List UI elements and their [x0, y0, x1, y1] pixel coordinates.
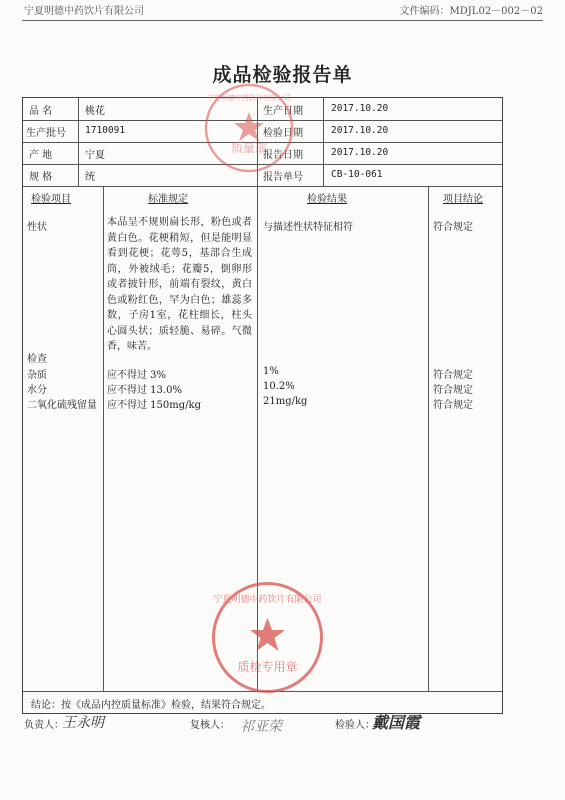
col-header-standard: 标准规定	[148, 194, 188, 205]
header-divider	[22, 20, 543, 21]
inspector-signature: 戴国霞	[372, 713, 421, 732]
moisture-result: 10.2%	[263, 381, 295, 392]
report-no-label: 报告单号	[263, 172, 303, 183]
col-divider	[323, 98, 324, 186]
bottom-seal-center-text: 质检专用章	[237, 660, 298, 674]
impurity-result: 1%	[263, 366, 279, 377]
top-seal-center-text: 质量部	[230, 141, 268, 155]
moisture-standard: 应不得过 13.0%	[107, 385, 182, 396]
impurity-standard: 应不得过 3%	[107, 370, 167, 381]
row-divider	[23, 186, 502, 187]
appearance-conclusion: 符合规定	[433, 222, 473, 233]
report-no-value: CB-10-061	[331, 169, 383, 180]
qc-dedicated-seal	[210, 580, 325, 695]
so2-item: 二氧化硫残留量	[27, 400, 97, 411]
origin-value: 宁夏	[85, 150, 105, 161]
appearance-item: 性状	[27, 222, 47, 233]
so2-standard: 应不得过 150mg/kg	[107, 400, 201, 411]
batch-value: 1710091	[85, 125, 126, 136]
impurity-conclusion: 符合规定	[433, 370, 473, 381]
inspect-date-value: 2017.10.20	[331, 125, 389, 136]
col-divider	[428, 186, 429, 691]
so2-conclusion: 符合规定	[433, 400, 473, 411]
col-header-conclusion: 项目结论	[443, 194, 483, 205]
col-header-result: 检验结果	[307, 194, 347, 205]
col-header-item: 检验项目	[31, 194, 71, 205]
reviewer-signature: 祁亚荣	[240, 719, 282, 735]
conclusion-text: 结论：按《成品内控质量标准》检验，结果符合规定。	[31, 700, 271, 711]
company-header: 宁夏明德中药饮片有限公司	[24, 6, 144, 17]
appearance-standard: 本品呈不规则扁长形，粉色或者黄白色。花梗稍短，但是能明显看到花梗；花萼5，基部合生成筒，外被绒毛；花瓣5，倒卵形或者披针形，前端有裂纹，黄白色或粉红色，罕为白色；雄蕊多数，子房1室，花柱细长，柱头心圆头状；质轻脆、易碎。气微香，味苦。	[107, 217, 252, 352]
col-divider	[103, 186, 104, 691]
produce-date-value: 2017.10.20	[331, 103, 389, 114]
so2-result: 21mg/kg	[263, 396, 308, 407]
col-divider	[78, 98, 79, 186]
report-title: 成品检验报告单	[212, 64, 353, 86]
produce-date-label: 生产日期	[263, 106, 303, 117]
inspect-date-label: 检验日期	[263, 128, 303, 139]
impurity-item: 杂质	[27, 370, 47, 381]
name-label: 品 名	[29, 106, 53, 117]
moisture-conclusion: 符合规定	[433, 385, 473, 396]
appearance-result: 与描述性状特征相符	[263, 222, 353, 233]
reviewer-label: 复核人：	[190, 720, 230, 731]
report-date-value: 2017.10.20	[331, 147, 389, 158]
moisture-item: 水分	[27, 385, 47, 396]
bottom-seal-ring-text: 宁夏明德中药饮片有限公司	[213, 595, 322, 605]
responsible-signature: 王永明	[62, 715, 104, 731]
spec-value: 统	[85, 172, 95, 183]
quality-dept-seal	[203, 82, 295, 174]
batch-label: 生产批号	[26, 128, 66, 139]
spec-label: 规 格	[29, 172, 53, 183]
origin-label: 产 地	[29, 150, 53, 161]
inspector-label: 检验人：	[335, 720, 375, 731]
top-seal-ring-text: 宁夏明德中药饮片有限公司	[207, 94, 291, 102]
name-value: 桃花	[85, 106, 105, 117]
report-date-label: 报告日期	[263, 150, 303, 161]
responsible-label: 负责人：	[24, 720, 64, 731]
document-number: 文件编码：MDJL02－002－02	[399, 6, 543, 17]
check-label: 检查	[27, 354, 47, 365]
